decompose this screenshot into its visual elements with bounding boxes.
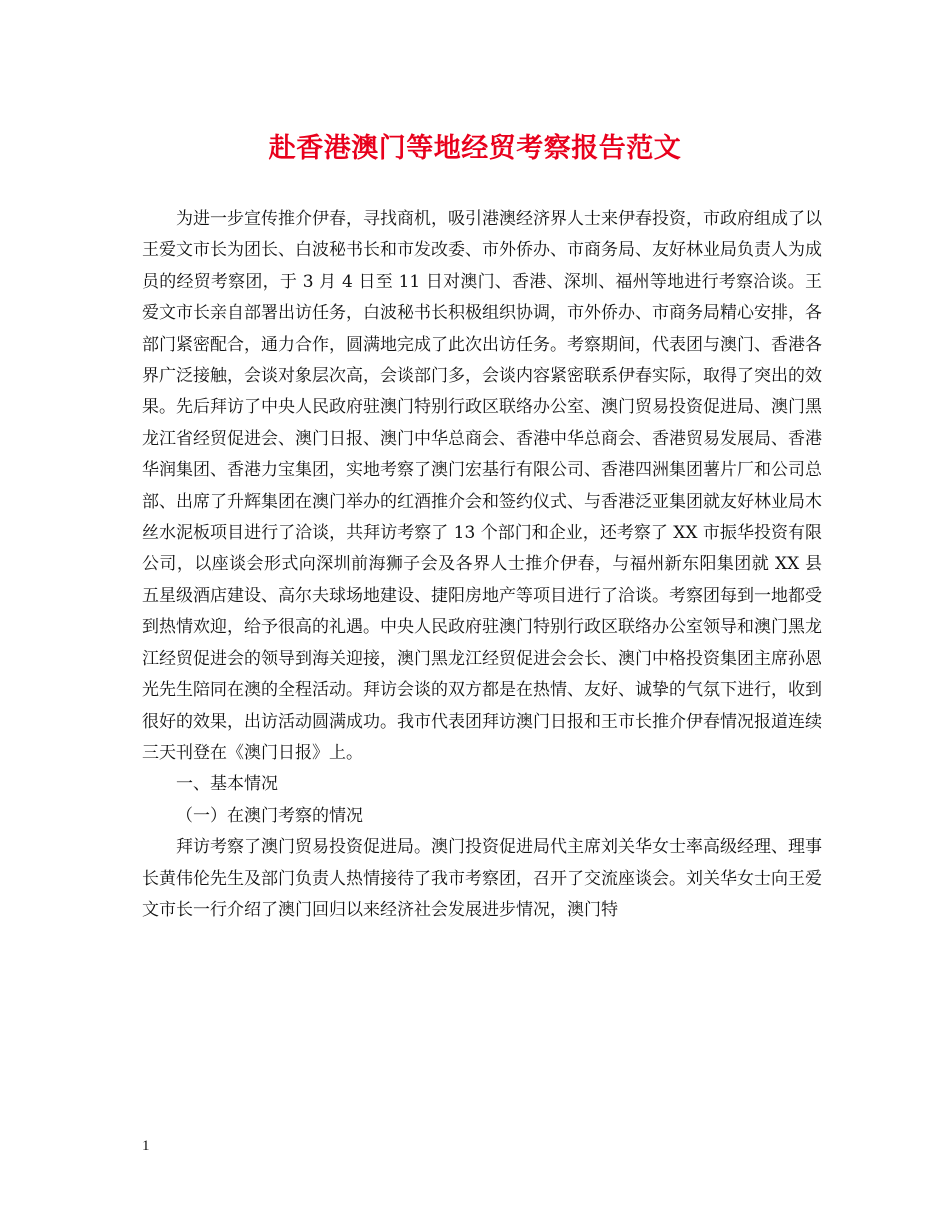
section-heading: 一、基本情况 (176, 774, 278, 795)
document-title: 赴香港澳门等地经贸考察报告范文 (268, 133, 682, 164)
page-number: 1 (142, 1138, 150, 1154)
document-body (142, 204, 822, 926)
intro-paragraph: 为进一步宣传推介伊春，寻找商机，吸引港澳经济界人士来伊春投资，市政府组成了以王爱文市长为团长、白波秘书长和市发改委、市外侨办、市商务局、友好林业局负责人为成员的经贸考察团，于 3 月 4 日至 11 日对澳门、香港、深圳、福州等地进行考察洽谈。王爱文市长亲自部署出访任务，白波秘书长积极组织协调，市外侨办、市商务局精心安排，各部门紧密配合，通力合作，圆满地完成了此次出访任务。考察期间，代表团与澳门、香港各界广泛接触，会谈对象层次高，会谈部门多，会谈内容紧密联系伊春实际，取得了突出的效果。先后拜访了中央人民政府驻澳门特别行政区联络办公室、澳门贸易投资促进局、澳门黑龙江省经贸促进会、澳门日报、澳门中华总商会、香港中华总商会、香港贸易发展局、香港华润集团、香港力宝集团，实地考察了澳门宏基行有限公司、香港四洲集团薯片厂和公司总部、出席了升辉集团在澳门举办的红酒推介会和签约仪式、与香港泛亚集团就友好林业局木丝水泥板项目进行了洽谈，共拜访考察了 13 个部门和企业，还考察了 XX 市振华投资有限公司，以座谈会形式向深圳前海狮子会及各界人士推介伊春，与福州新东阳集团就 XX 县五星级酒店建设、高尔夫球场地建设、捷阳房地产等项目进行了洽谈。考察团每到一地都受到热情欢迎，给予很高的礼遇。中央人民政府驻澳门特别行政区联络办公室领导和澳门黑龙江经贸促进会的领导到海关迎接，澳门黑龙江经贸促进会会长、澳门中格投资集团主席孙恩光先生陪同在澳的全程活动。拜访会谈的双方都是在热情、友好、诚挚的气氛下进行，收到很好的效果，出访活动圆满成功。我市代表团拜访澳门日报和王市长推介伊春情况报道连续三天刊登在《澳门日报》上。 (142, 209, 822, 763)
section-paragraph: 拜访考察了澳门贸易投资促进局。澳门投资促进局代主席刘关华女士率高级经理、理事长黄伟伦先生及部门负责人热情接待了我市考察团，召开了交流座谈会。刘关华女士向王爱文市长一行介绍了澳门回归以来经济社会发展进步情况，澳门特 (142, 837, 822, 920)
subsection-heading: （一）在澳门考察的情况 (176, 805, 363, 826)
